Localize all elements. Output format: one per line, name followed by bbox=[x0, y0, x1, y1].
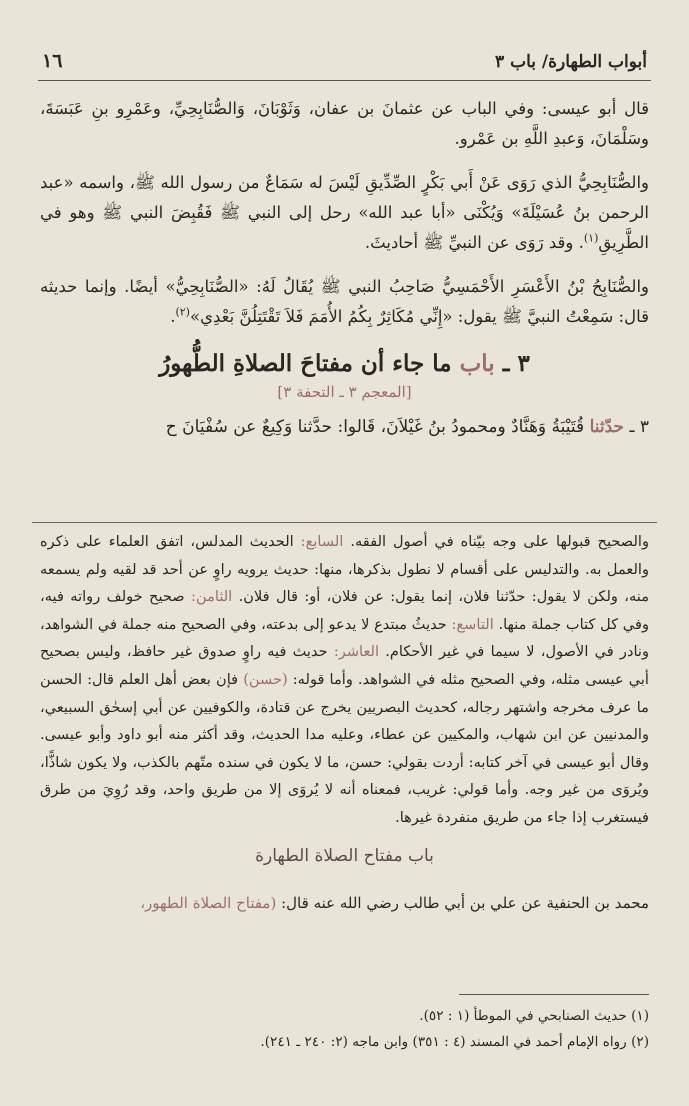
hadith-number: ٣ ـ bbox=[629, 417, 649, 437]
commentary-divider bbox=[32, 522, 657, 523]
hadith-line bbox=[40, 411, 649, 443]
label-tenth: العاشر: bbox=[333, 643, 380, 661]
section-line-quote: (مفتاح الصلاة الطهور، bbox=[140, 894, 277, 912]
paragraph-3-text: والصُّنَابِحُ بْنُ الأَعْسَرِ الأَحْمَسِيُّ صَاحِبُ النبي ﷺ يُقَالُ لَهُ: «الصُّنَابِحِيُّ» أيضًا. وإنما حديثه قال: سَمِعْتُ النبيَّ ﷺ يقول: «إِنِّي مُكَاثِرٌ بِكُمُ الأُمَمَ فَلاَ تَقْتَتِلُنَّ بَعْدِي» bbox=[40, 277, 649, 326]
footnote-rule bbox=[459, 994, 649, 995]
section-title: باب مفتاح الصلاة الطهارة bbox=[255, 846, 434, 866]
commentary-part-6: فإن بعض أهل العلم قال: الحسن ما عرف مخرجه واشتهر رجاله، كحديث البصريين يخرج عن قتادة، والكوفيين عن أبي إسحٰق السبيعي، والمدنيين عن ابن شهاب، والمكيين عن عطاء، وعليه مدا الحديث، وقد أكثر منه أبو داود وأبو عيسى. وقال أبو عيسى في آخر كتابه: أردت بقولي: حسن، ما لا يكون في سنده متّهم بالكذب، ولا يكون شاذًّا، ويُروَى من غير وجه. وأما قولي: غريب، فمعناه أنه لا يُروَى إلا من طريق واحد، وقد رُوِيَ من طرق فيستغرب إذا جاء من طريق منفردة غيرها. bbox=[40, 670, 649, 826]
paragraph-1 bbox=[40, 94, 649, 154]
commentary bbox=[40, 528, 649, 832]
chapter-keyword: باب bbox=[459, 350, 495, 377]
commentary-part-2: الحديث المدلس، اتفق العلماء على ذكره والعمل به. والتدليس على أقسام لا نطول بذكرها، منها: حديث يرويه راوٍ عن أحد قد لقيه ولم يسمعه منه، ولكن لا يقول: حدّثنا فلان، إنما يقول: عن فلان، أو: قال فلان. bbox=[40, 533, 650, 606]
paragraph-2-text: والصُّنَابِحِيُّ الذي رَوَى عَنْ أَبي بَكْرٍ الصِّدِّيقِ لَيْسَ له سَمَاعٌ من رسول الله ﷺ، واسمه «عبد الرحمن بنُ عُسَيْلَةَ» وَيُكْنَى «أبا عبد الله» رحل إلى النبي ﷺ فَقُبِضَ النبي ﷺ وهو في الطَّرِيقِ bbox=[40, 173, 649, 252]
footnote-2: (٢) رواه الإمام أحمد في المسند (٤ : ٣٥١) وابن ماجه (٢: ٢٤٠ ـ ٢٤١). bbox=[260, 1034, 649, 1050]
label-hasan: (حسن) bbox=[243, 670, 288, 688]
chapter-title: ما جاء أن مفتاحَ الصلاةِ الطُّهورُ bbox=[159, 350, 452, 377]
chapter-number: ٣ ـ bbox=[502, 350, 530, 377]
running-title: أبواب الطهارة/ باب ٣ bbox=[495, 52, 647, 72]
commentary-part-3: صحيح خولف رواته فيه، وفي كل كتاب جملة منها. bbox=[40, 588, 649, 633]
footnote-1: (١) حديث الصنابحي في الموطأ (١ : ٥٢). bbox=[419, 1008, 649, 1024]
label-eighth: الثامن: bbox=[191, 588, 233, 606]
paragraph-2 bbox=[40, 168, 649, 258]
page-header bbox=[38, 48, 651, 81]
section-line-text: محمد بن الحنفية عن علي بن أبي طالب رضي الله عنه قال: bbox=[281, 894, 649, 912]
hadith-text: قُتَيْبَةُ وَهَنَّادٌ ومحمودُ بنُ غَيْلاَنَ، قَالوا: حدَّثنا وَكِيعٌ عن سُفْيَانَ ح bbox=[165, 417, 585, 437]
chapter-heading bbox=[40, 350, 649, 377]
paragraph-3 bbox=[40, 272, 649, 332]
section-line bbox=[40, 888, 649, 918]
commentary-part-4: حديثُ مبتدع لا يدعو إلى بدعته، وفي الصحيح منه جملة في الشواهد، ونادر في الأصول، لا سيما في غير الأحكام. bbox=[40, 615, 650, 661]
hadith-keyword: حدّثنا bbox=[589, 417, 625, 437]
commentary-part-5: حديث فيه راوٍ صدوق غير حافظ، وليس بصحيح أبي عيسى مثله، وفي الصحيح مثله في الشواهد. وأما قوله: bbox=[40, 643, 649, 688]
commentary-text bbox=[40, 528, 649, 832]
footnote-ref-1: (١) bbox=[583, 231, 599, 245]
paragraph-1-text: قال أبو عيسى: وفي الباب عن عثمانَ بن عفان، وَثَوْبَانَ، وَالصُّنَابِحِيِّ، وعَمْرِو بنِ عَبَسَةَ، وسَلْمَانَ، وَعبدِ اللَّهِ بن عَمْرو. bbox=[40, 99, 649, 148]
page-number: ١٦ bbox=[42, 50, 63, 72]
paragraph-2-end: . وقد رَوَى عن النبيِّ ﷺ أحاديثَ. bbox=[364, 233, 584, 252]
commentary-part-1: والصحيح قبولها على وجه بيّناه في أصول الفقه. bbox=[350, 533, 649, 550]
paragraph-3-end: . bbox=[170, 307, 176, 326]
main-text bbox=[40, 94, 649, 443]
label-seventh: السابع: bbox=[300, 533, 344, 550]
footnote-ref-2: (٢) bbox=[175, 305, 190, 319]
label-ninth: التاسع: bbox=[451, 615, 494, 633]
footnotes bbox=[40, 1003, 649, 1055]
chapter-reference: [المعجم ٣ ـ التحفة ٣] bbox=[277, 383, 412, 401]
